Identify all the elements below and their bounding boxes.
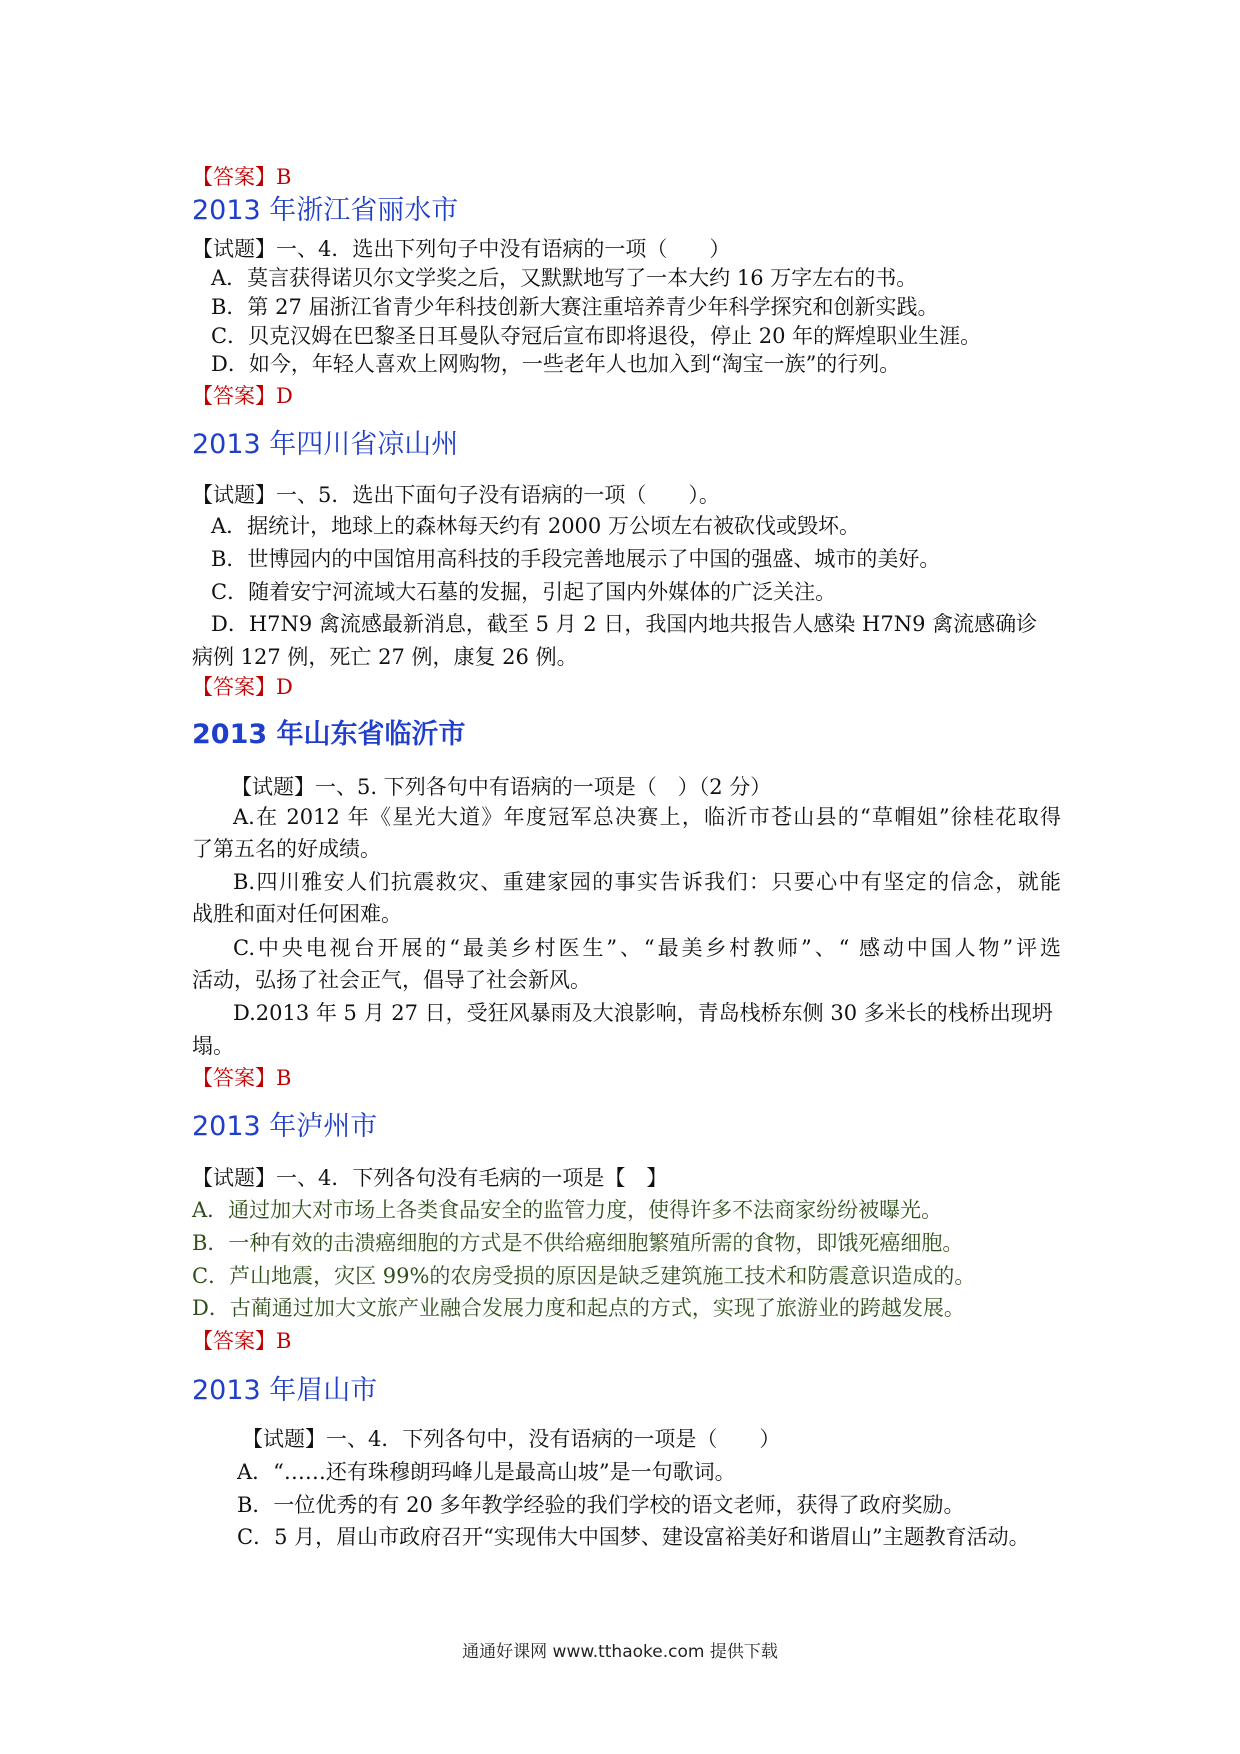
option-line: C．随着安宁河流域大石墓的发掘，引起了国内外媒体的广泛关注。: [211, 580, 837, 604]
option-line: D.2013 年 5 月 27 日，受狂风暴雨及大浪影响，青岛栈桥东侧 30 多米长的栈桥出现坍: [233, 1001, 1053, 1025]
option-line: 战胜和面对任何困难。: [192, 902, 402, 926]
answer: [192, 382, 293, 410]
answer-value: D: [276, 384, 293, 408]
answer-value: B: [276, 165, 292, 189]
section-title: 2013 年浙江省丽水市: [192, 195, 459, 226]
question-stem: 【试题】一、4．选出下列句子中没有语病的一项（ ）: [192, 237, 731, 261]
answer-label: 【答案】: [192, 1329, 276, 1353]
question-stem: 【试题】一、4．下列各句没有毛病的一项是【 】: [192, 1166, 668, 1190]
section-title: 2013 年泸州市: [192, 1111, 378, 1142]
answer: [192, 1064, 291, 1092]
option-line: 病例 127 例，死亡 27 例，康复 26 例。: [192, 645, 578, 669]
option-line: C．芦山地震，灾区 99%的农房受损的原因是缺乏建筑施工技术和防震意识造成的。: [192, 1264, 976, 1288]
option-line: A．莫言获得诺贝尔文学奖之后，又默默地写了一本大约 16 万字左右的书。: [211, 266, 918, 290]
option-line: B．一位优秀的有 20 多年教学经验的我们学校的语文老师，获得了政府奖励。: [237, 1493, 965, 1517]
option-line: 活动，弘扬了社会正气，倡导了社会新风。: [192, 968, 591, 992]
answer-label: 【答案】: [192, 384, 276, 408]
option-line: B．世博园内的中国馆用高科技的手段完善地展示了中国的强盛、城市的美好。: [211, 547, 941, 571]
option-line: 了第五名的好成绩。: [192, 837, 381, 861]
option-line: B．第 27 届浙江省青少年科技创新大赛注重培养青少年科学探究和创新实践。: [211, 295, 939, 319]
option-line: D．古蔺通过加大文旅产业融合发展力度和起点的方式，实现了旅游业的跨越发展。: [192, 1296, 965, 1320]
question-stem: 【试题】一、5．选出下面句子没有语病的一项（ ）。: [192, 483, 720, 507]
section-title: 2013 年眉山市: [192, 1375, 378, 1406]
option-line: C.中央电视台开展的“最美乡村医生”、“最美乡村教师”、“ 感动中国人物”评选: [233, 936, 1061, 960]
option-line: A．“……还有珠穆朗玛峰儿是最高山坡”是一句歌词。: [237, 1460, 736, 1484]
answer-label: 【答案】: [192, 165, 276, 189]
option-line: D．如今，年轻人喜欢上网购物，一些老年人也加入到“淘宝一族”的行列。: [211, 352, 901, 376]
question-stem: 【试题】一、4．下列各句中，没有语病的一项是（ ）: [242, 1427, 781, 1451]
question-stem: 【试题】一、5. 下列各句中有语病的一项是（ ）（2 分）: [231, 775, 772, 799]
section-title: 2013 年山东省临沂市: [192, 719, 466, 750]
answer-value: D: [276, 675, 293, 699]
option-line: 塌。: [192, 1034, 234, 1058]
option-line: B.四川雅安人们抗震救灾、重建家园的事实告诉我们：只要心中有坚定的信念，就能: [233, 870, 1061, 894]
answer-label: 【答案】: [192, 675, 276, 699]
option-line: A.在 2012 年《星光大道》年度冠军总决赛上，临沂市苍山县的“草帽姐”徐桂花取得: [233, 805, 1061, 829]
option-line: D．H7N9 禽流感最新消息，截至 5 月 2 日，我国内地共报告人感染 H7N9 禽流感确诊: [211, 612, 1038, 636]
option-line: B．一种有效的击溃癌细胞的方式是不供给癌细胞繁殖所需的食物，即饿死癌细胞。: [192, 1231, 964, 1255]
answer: [192, 673, 293, 701]
answer-value: B: [276, 1329, 292, 1353]
option-line: A．通过加大对市场上各类食品安全的监管力度，使得许多不法商家纷纷被曝光。: [192, 1198, 943, 1222]
page-footer: 通通好课网 www.tthaoke.com 提供下载: [462, 1642, 778, 1662]
option-line: C．5 月，眉山市政府召开“实现伟大中国梦、建设富裕美好和谐眉山”主题教育活动。: [237, 1525, 1030, 1549]
answer: [192, 163, 291, 191]
section-title: 2013 年四川省凉山州: [192, 429, 459, 460]
option-line: C．贝克汉姆在巴黎圣日耳曼队夺冠后宣布即将退役，停止 20 年的辉煌职业生涯。: [211, 324, 982, 348]
option-line: A．据统计，地球上的森林每天约有 2000 万公顷左右被砍伐或毁坏。: [211, 514, 860, 538]
answer-value: B: [276, 1066, 292, 1090]
answer-label: 【答案】: [192, 1066, 276, 1090]
answer: [192, 1327, 291, 1355]
